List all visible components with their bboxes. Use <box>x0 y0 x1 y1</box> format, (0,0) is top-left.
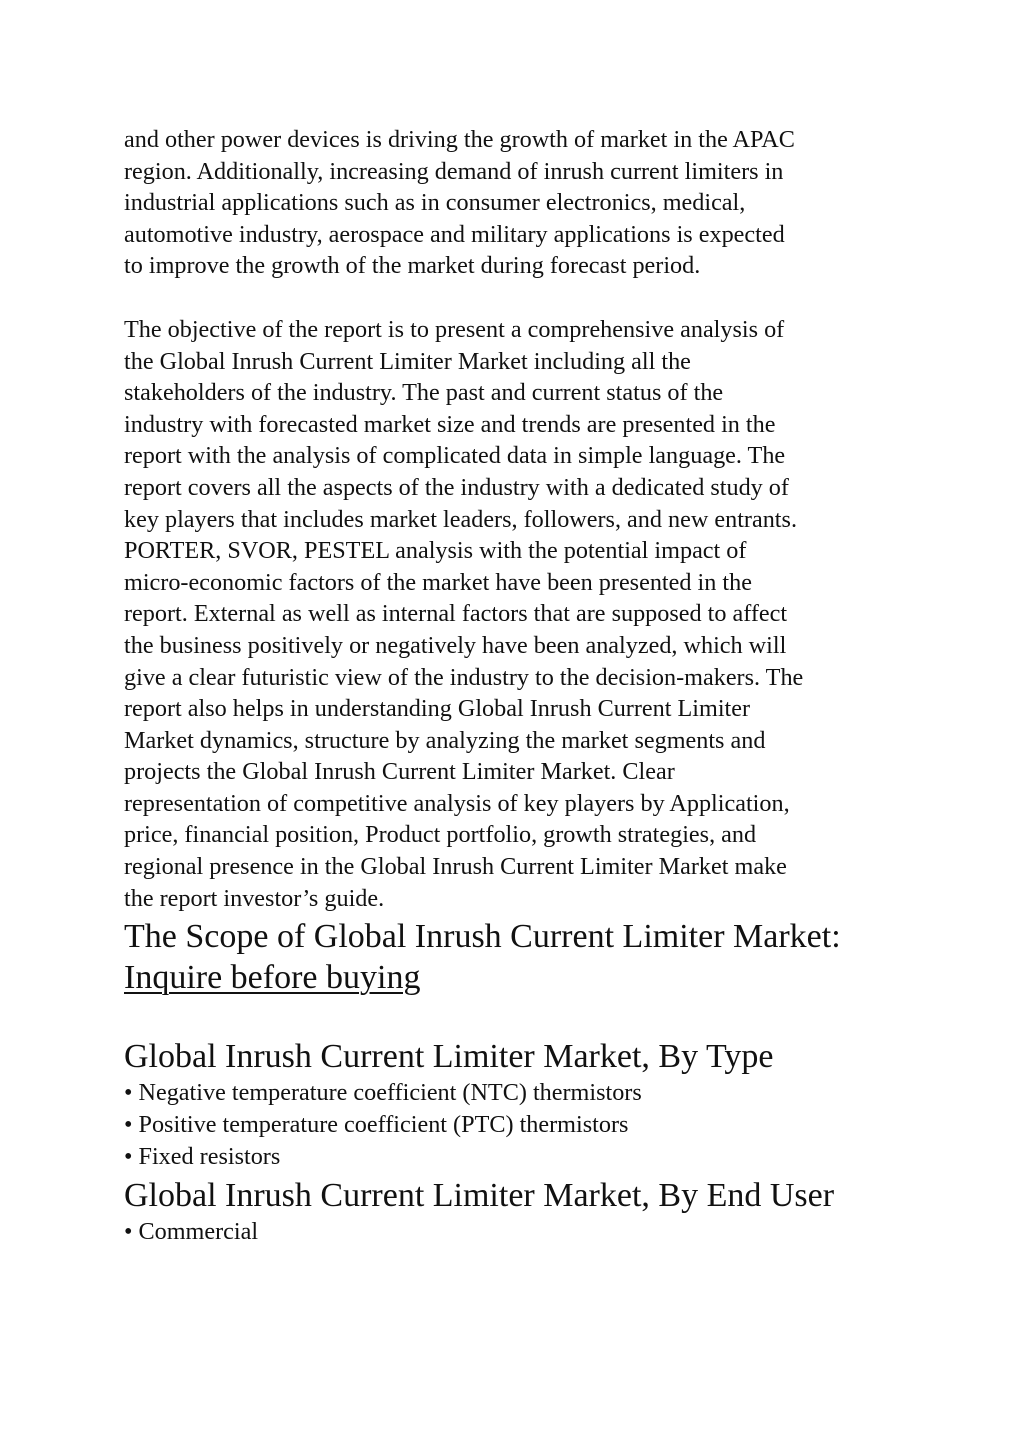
list-item: • Negative temperature coefficient (NTC) thermistors <box>124 1079 642 1107</box>
scope-heading: The Scope of Global Inrush Current Limiter Market: <box>124 918 841 956</box>
list-item: • Commercial <box>124 1218 259 1246</box>
by-type-heading: Global Inrush Current Limiter Market, By Type <box>124 1038 774 1076</box>
list-item: • Fixed resistors <box>124 1142 281 1170</box>
list-item: • Positive temperature coefficient (PTC) thermistors <box>124 1110 629 1138</box>
inquire-before-buying-link[interactable]: Inquire before buying <box>124 959 421 997</box>
by-end-user-heading: Global Inrush Current Limiter Market, By End User <box>124 1177 835 1215</box>
intro-paragraph: and other power devices is driving the growth of market in the APAC region. Additionally, increasing demand of inrush current limiters in industrial applications such as in consumer electronics, medical, automotive industry, aerospace and military applications is expected to improve the growth of the market during forecast period. <box>124 126 795 280</box>
objective-paragraph: The objective of the report is to present a comprehensive analysis of the Global Inrush Current Limiter Market including all the stakeholders of the industry. The past and current status of the industry with forecasted market size and trends are presented in the report with the analysis of complicated data in simple language. The report covers all the aspects of the industry with a dedicated study of key players that includes market leaders, followers, and new entrants. PORTER, SVOR, PESTEL analysis with the potential impact of micro-economic factors of the market have been presented in the report. External as well as internal factors that are supposed to affect the business positively or negatively have been analyzed, which will give a clear futuristic view of the industry to the decision-makers. The report also helps in understanding Global Inrush Current Limiter Market dynamics, structure by analyzing the market segments and projects the Global Inrush Current Limiter Market. Clear representation of competitive analysis of key players by Application, price, financial position, Product portfolio, growth strategies, and regional presence in the Global Inrush Current Limiter Market make the report investor’s guide. <box>124 315 804 912</box>
by-type-list <box>124 1077 914 1172</box>
document-page <box>124 124 914 1248</box>
by-end-user-list <box>124 1216 914 1248</box>
